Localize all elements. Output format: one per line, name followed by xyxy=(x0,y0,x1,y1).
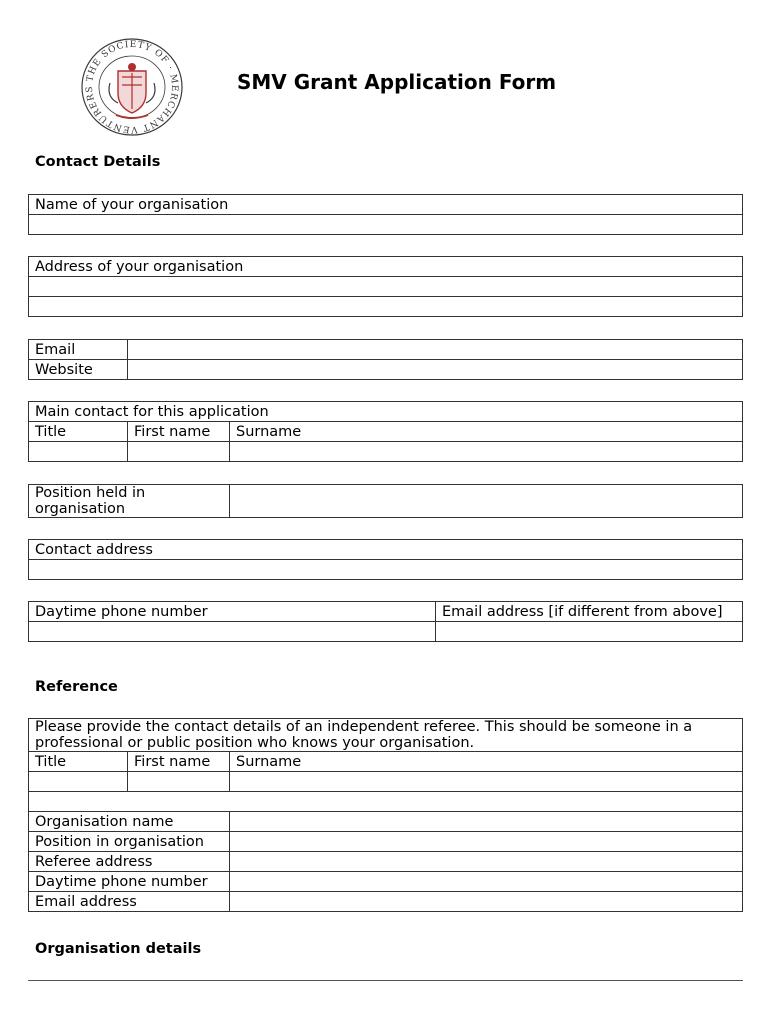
bottom-divider xyxy=(28,980,743,981)
daytime-phone-field[interactable] xyxy=(29,622,436,642)
main-contact-table xyxy=(28,401,743,462)
organisation-details-heading: Organisation details xyxy=(35,941,202,957)
first-name-column-header: First name xyxy=(128,422,230,442)
org-address-field-line-2[interactable] xyxy=(29,297,743,317)
referee-title-field[interactable] xyxy=(29,772,128,792)
referee-surname-column-header: Surname xyxy=(230,752,743,772)
position-held-label: Position held in organisation xyxy=(29,485,230,518)
referee-email-field[interactable] xyxy=(230,892,743,912)
referee-first-name-column-header: First name xyxy=(128,752,230,772)
website-label: Website xyxy=(29,360,128,380)
referee-phone-label: Daytime phone number xyxy=(29,872,230,892)
org-name-label: Name of your organisation xyxy=(29,195,743,215)
phone-email-table xyxy=(28,601,743,642)
svg-text:THE SOCIETY OF · MERCHANT VENT: THE SOCIETY OF · MERCHANT VENTURERS xyxy=(84,39,180,135)
contact-first-name-field[interactable] xyxy=(128,442,230,462)
surname-column-header: Surname xyxy=(230,422,743,442)
email-field[interactable] xyxy=(128,340,743,360)
title-column-header: Title xyxy=(29,422,128,442)
website-field[interactable] xyxy=(128,360,743,380)
email-label: Email xyxy=(29,340,128,360)
org-address-table xyxy=(28,256,743,317)
contact-details-heading: Contact Details xyxy=(35,154,161,170)
reference-heading: Reference xyxy=(35,679,118,695)
org-address-label: Address of your organisation xyxy=(29,257,743,277)
daytime-phone-label: Daytime phone number xyxy=(29,602,436,622)
referee-org-name-label: Organisation name xyxy=(29,812,230,832)
referee-phone-field[interactable] xyxy=(230,872,743,892)
referee-address-field[interactable] xyxy=(230,852,743,872)
position-held-field[interactable] xyxy=(230,485,743,518)
society-seal-logo xyxy=(78,37,186,137)
referee-position-field[interactable] xyxy=(230,832,743,852)
org-address-field-line-1[interactable] xyxy=(29,277,743,297)
form-title: SMV Grant Application Form xyxy=(237,70,557,94)
email-website-table xyxy=(28,339,743,380)
referee-spacer-row xyxy=(29,792,743,812)
position-table xyxy=(28,484,743,518)
contact-surname-field[interactable] xyxy=(230,442,743,462)
alt-email-label: Email address [if different from above] xyxy=(436,602,743,622)
org-name-field[interactable] xyxy=(29,215,743,235)
referee-table xyxy=(28,718,743,912)
contact-address-field[interactable] xyxy=(29,560,743,580)
alt-email-field[interactable] xyxy=(436,622,743,642)
referee-email-label: Email address xyxy=(29,892,230,912)
referee-surname-field[interactable] xyxy=(230,772,743,792)
referee-address-label: Referee address xyxy=(29,852,230,872)
referee-instructions: Please provide the contact details of an independent referee. This should be someone in a professional or public position who knows your organisation. xyxy=(29,719,743,752)
referee-first-name-field[interactable] xyxy=(128,772,230,792)
contact-address-table xyxy=(28,539,743,580)
main-contact-label: Main contact for this application xyxy=(29,402,743,422)
referee-position-label: Position in organisation xyxy=(29,832,230,852)
contact-address-label: Contact address xyxy=(29,540,743,560)
contact-title-field[interactable] xyxy=(29,442,128,462)
org-name-table xyxy=(28,194,743,235)
referee-title-column-header: Title xyxy=(29,752,128,772)
referee-org-name-field[interactable] xyxy=(230,812,743,832)
